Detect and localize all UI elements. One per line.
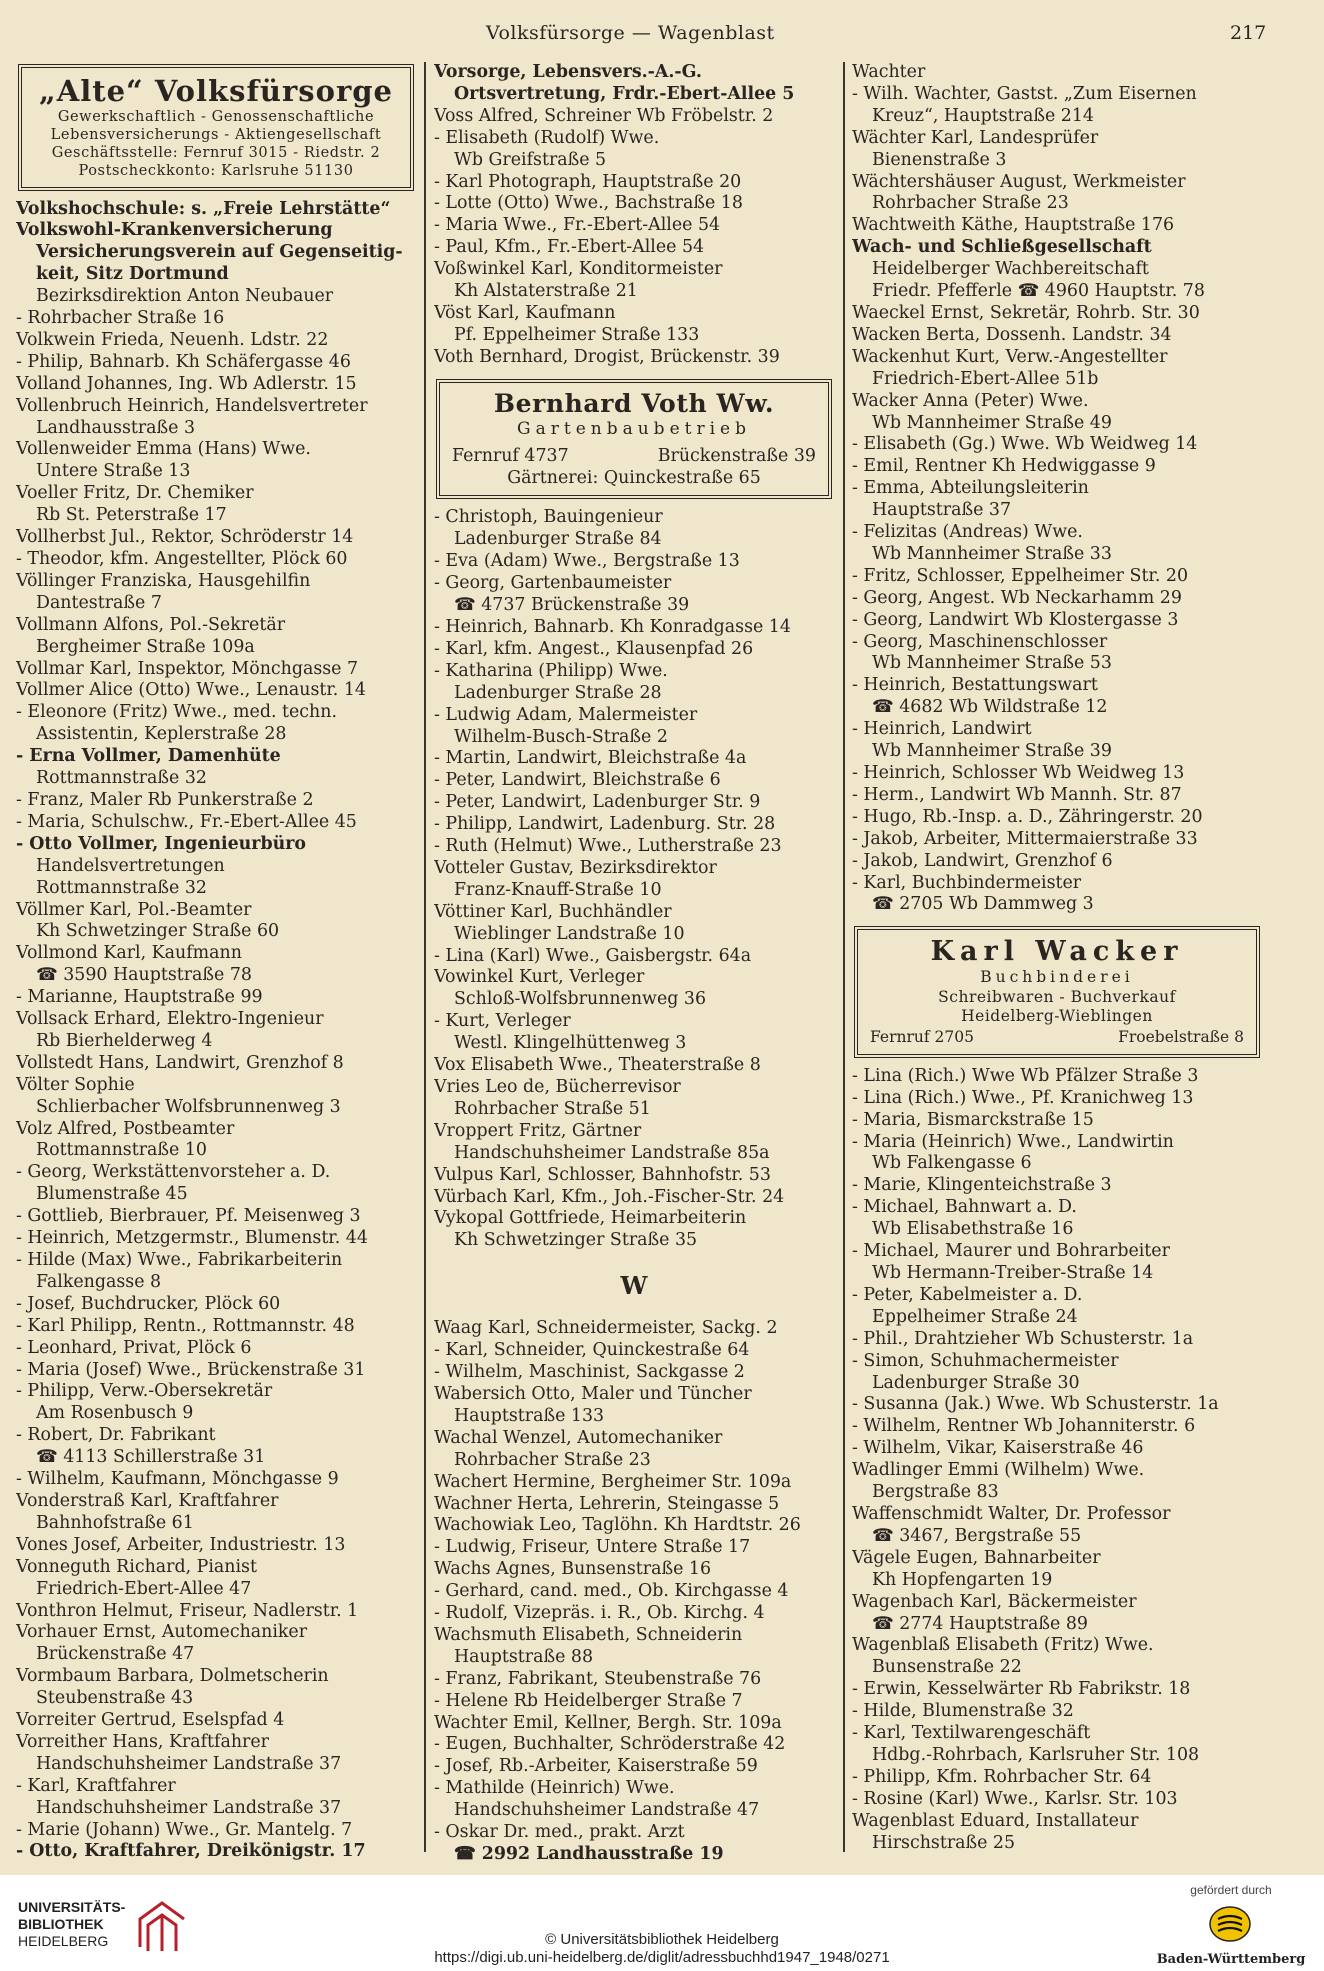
directory-entry: - Felizitas (Andreas) Wwe. <box>852 522 1083 543</box>
directory-entry: - Josef, Buchdrucker, Plöck 60 <box>16 1293 281 1314</box>
directory-entry: - Georg, Angest. Wb Neckarhamm 29 <box>852 587 1182 608</box>
directory-entry: - Rosine (Karl) Wwe., Karlsr. Str. 103 <box>852 1788 1178 1809</box>
directory-entry: Vorhauer Ernst, Automechaniker <box>16 1622 308 1643</box>
directory-entry: Voeller Fritz, Dr. Chemiker <box>16 483 254 504</box>
directory-entry: Ortsvertretung, Frdr.-Ebert-Allee 5 <box>454 83 795 104</box>
directory-entry: - Maria (Heinrich) Wwe., Landwirtin <box>852 1131 1174 1152</box>
directory-entry: Wilhelm-Busch-Straße 2 <box>454 726 668 747</box>
directory-entry: Untere Straße 13 <box>36 461 191 482</box>
directory-entry: - Paul, Kfm., Fr.-Ebert-Allee 54 <box>434 237 705 258</box>
directory-entry: Voßwinkel Karl, Konditormeister <box>434 259 723 280</box>
advert-line: Geschäftsstelle: Fernruf 3015 - Riedstr. 2 <box>51 145 381 162</box>
directory-entry: Waffenschmidt Walter, Dr. Professor <box>852 1503 1171 1524</box>
directory-entry: - Elisabeth (Gg.) Wwe. Wb Weidweg 14 <box>852 434 1198 455</box>
directory-entry: Bunsenstraße 22 <box>872 1657 1022 1678</box>
directory-entry: Rohrbacher Straße 23 <box>454 1449 651 1470</box>
directory-entry: - Hilde, Blumenstraße 32 <box>852 1701 1074 1722</box>
directory-entry: - Wilh. Wachter, Gastst. „Zum Eisernen <box>852 83 1197 104</box>
directory-entry: Ladenburger Straße 30 <box>872 1372 1080 1393</box>
directory-entry: Wach- und Schließgesellschaft <box>852 237 1152 258</box>
directory-entry: Schlierbacher Wolfsbrunnenweg 3 <box>36 1096 341 1117</box>
directory-entry: - Heinrich, Bahnarb. Kh Konradgasse 14 <box>434 616 791 637</box>
directory-entry: Wb Falkengasse 6 <box>872 1153 1032 1174</box>
directory-entry: Waeckel Ernst, Sekretär, Rohrb. Str. 30 <box>852 302 1200 323</box>
directory-entry: Vollenbruch Heinrich, Handelsvertreter <box>16 395 368 416</box>
directory-entry: Völlinger Franziska, Hausgehilfin <box>16 570 311 591</box>
directory-entry: Wieblinger Landstraße 10 <box>454 923 685 944</box>
directory-entry: Vroppert Fritz, Gärtner <box>434 1120 642 1141</box>
directory-entry: Handelsvertretungen <box>36 855 225 876</box>
directory-entry: - Mathilde (Heinrich) Wwe. <box>434 1778 675 1799</box>
directory-entry: Voss Alfred, Schreiner Wb Fröbelstr. 2 <box>434 105 774 126</box>
directory-entry: - Karl, Kraftfahrer <box>16 1775 176 1796</box>
directory-entry: - Marie (Johann) Wwe., Gr. Mantelg. 7 <box>16 1819 353 1840</box>
directory-entry: - Rohrbacher Straße 16 <box>16 308 225 329</box>
directory-entry: - Maria (Josef) Wwe., Brückenstraße 31 <box>16 1359 366 1380</box>
directory-entry: - Marie, Klingenteichstraße 3 <box>852 1175 1112 1196</box>
directory-entry: Wachner Herta, Lehrerin, Steingasse 5 <box>434 1493 780 1514</box>
directory-entry: - Josef, Rb.-Arbeiter, Kaiserstraße 59 <box>434 1756 758 1777</box>
directory-entry: - Maria, Schulschw., Fr.-Ebert-Allee 45 <box>16 811 357 832</box>
directory-entry: - Peter, Landwirt, Ladenburger Str. 9 <box>434 792 761 813</box>
directory-entry: Hauptstraße 37 <box>872 500 1012 521</box>
directory-entry: - Franz, Fabrikant, Steubenstraße 76 <box>434 1668 762 1689</box>
directory-entry: Voth Bernhard, Drogist, Brückenstr. 39 <box>434 346 780 367</box>
directory-entry: Vones Josef, Arbeiter, Industriestr. 13 <box>16 1534 346 1555</box>
directory-entry: Steubenstraße 43 <box>36 1688 194 1709</box>
directory-entry: Hdbg.-Rohrbach, Karlsruher Str. 108 <box>872 1744 1200 1765</box>
directory-entry: Westl. Klingelhüttenweg 3 <box>454 1033 687 1054</box>
directory-entry: - Heinrich, Landwirt <box>852 719 1032 740</box>
directory-entry: Wagenbach Karl, Bäckermeister <box>852 1591 1137 1612</box>
advert-line: Schreibwaren - Buchverkauf <box>938 987 1176 1006</box>
running-head <box>0 22 1324 50</box>
directory-entry: Wb Mannheimer Straße 39 <box>872 741 1112 762</box>
directory-entry: Blumenstraße 45 <box>36 1184 188 1205</box>
directory-entry: - Maria, Bismarckstraße 15 <box>852 1109 1094 1130</box>
directory-entry: ☎ 3590 Hauptstraße 78 <box>36 965 252 986</box>
directory-entry: - Peter, Landwirt, Bleichstraße 6 <box>434 770 721 791</box>
directory-entry: Volz Alfred, Postbeamter <box>16 1118 235 1139</box>
library-mark-icon <box>132 1897 192 1957</box>
advert-contact-row <box>448 446 820 468</box>
column-3 <box>852 62 1262 1854</box>
directory-entry: - Otto Vollmer, Ingenieurbüro <box>16 833 307 854</box>
advert-title: „Alte“ Volksfürsorge <box>39 74 393 108</box>
directory-entry: Wb Hermann-Treiber-Straße 14 <box>872 1263 1154 1283</box>
directory-entry: - Lina (Rich.) Wwe Wb Pfälzer Straße 3 <box>852 1065 1199 1086</box>
directory-entry: Bienenstraße 3 <box>872 149 1007 170</box>
directory-entry: Brückenstraße 47 <box>36 1644 195 1665</box>
directory-entry: Handschuhsheimer Landstraße 85a <box>454 1142 770 1163</box>
directory-entry: Wagenblast Eduard, Installateur <box>852 1810 1139 1831</box>
directory-entry: Rottmannstraße 32 <box>36 877 207 898</box>
directory-entry: - Hugo, Rb.-Insp. a. D., Zähringerstr. 20 <box>852 806 1203 827</box>
directory-entry: Bergheimer Straße 109a <box>36 636 255 657</box>
directory-entry: Am Rosenbusch 9 <box>36 1403 194 1424</box>
directory-entry: - Ludwig Adam, Malermeister <box>434 704 698 725</box>
directory-entry: Versicherungsverein auf Gegenseitig- <box>36 242 403 263</box>
section-heading: W <box>620 1271 648 1301</box>
directory-entry: Vürbach Karl, Kfm., Joh.-Fischer-Str. 24 <box>434 1186 785 1207</box>
directory-entry: - Franz, Maler Rb Punkerstraße 2 <box>16 789 314 810</box>
directory-entry: Volkshochschule: s. „Freie Lehrstätte“ <box>16 198 391 219</box>
advert-subtitle: Buchbinderei <box>980 968 1134 987</box>
directory-entry: Wächtershäuser August, Werkmeister <box>852 171 1186 192</box>
directory-entry: Wächter Karl, Landesprüfer <box>852 127 1099 148</box>
advert-bernhard-voth <box>436 379 832 500</box>
directory-entry: Franz-Knauff-Straße 10 <box>454 879 662 900</box>
directory-entry: Vägele Eugen, Bahnarbeiter <box>852 1547 1101 1568</box>
copyright-notice: © Universitätsbibliothek Heidelberg <box>545 1931 779 1948</box>
directory-entry: Vorreither Hans, Kraftfahrer <box>16 1731 269 1752</box>
directory-entry: Ladenburger Straße 84 <box>454 529 662 550</box>
directory-entry: - Erwin, Kesselwärter Rb Fabrikstr. 18 <box>852 1679 1191 1700</box>
running-head-title: Volksfürsorge — Wagenblast <box>486 22 775 44</box>
directory-entry: Handschuhsheimer Landstraße 37 <box>36 1753 342 1774</box>
directory-entry: Wb Mannheimer Straße 49 <box>872 412 1112 433</box>
directory-entry: Vollherbst Jul., Rektor, Schröderstr 14 <box>16 527 354 548</box>
directory-entry: Vollmann Alfons, Pol.-Sekretär <box>16 614 286 635</box>
directory-entry: - Theodor, kfm. Angestellter, Plöck 60 <box>16 549 348 569</box>
funded-by-label: gefördert durch <box>1190 1883 1272 1897</box>
directory-entry: Wb Mannheimer Straße 33 <box>872 543 1112 564</box>
column-1 <box>16 62 416 1863</box>
advert-line: Heidelberg-Wieblingen <box>961 1007 1153 1026</box>
directory-entry: ☎ 2705 Wb Dammweg 3 <box>872 894 1094 915</box>
library-name-line: UNIVERSITÄTS- <box>18 1899 126 1915</box>
directory-entry: - Eugen, Buchhalter, Schröderstraße 42 <box>434 1734 786 1755</box>
directory-entry: Vorsorge, Lebensvers.-A.-G. <box>434 62 702 82</box>
directory-entry: Vormbaum Barbara, Dolmetscherin <box>16 1666 329 1687</box>
directory-entry: Eppelheimer Straße 24 <box>872 1306 1078 1327</box>
directory-entry: Vorreiter Gertrud, Eselspfad 4 <box>16 1710 285 1731</box>
directory-entry: - Emil, Rentner Kh Hedwiggasse 9 <box>852 456 1156 477</box>
directory-entry: - Hilde (Max) Wwe., Fabrikarbeiterin <box>16 1250 343 1270</box>
directory-list <box>852 62 1262 916</box>
directory-entry: ☎ 4113 Schillerstraße 31 <box>36 1447 266 1468</box>
directory-list <box>434 1318 834 1866</box>
directory-entry: - Susanna (Jak.) Wwe. Wb Schusterstr. 1a <box>852 1394 1219 1415</box>
directory-entry: - Robert, Dr. Fabrikant <box>16 1425 216 1446</box>
directory-entry: Volkwein Frieda, Neuenh. Ldstr. 22 <box>16 329 329 350</box>
directory-entry: Wb Elisabethstraße 16 <box>872 1219 1074 1240</box>
directory-entry: Wachowiak Leo, Taglöhn. Kh Hardtstr. 26 <box>434 1515 801 1536</box>
directory-entry: Rottmannstraße 32 <box>36 768 207 789</box>
directory-entry: - Christoph, Bauingenieur <box>434 507 663 528</box>
directory-entry: Rottmannstraße 10 <box>36 1140 207 1161</box>
directory-entry: - Wilhelm, Vikar, Kaiserstraße 46 <box>852 1438 1144 1459</box>
directory-entry: - Heinrich, Metzgermstr., Blumenstr. 44 <box>16 1228 368 1249</box>
directory-entry: Rohrbacher Straße 51 <box>454 1098 651 1119</box>
directory-entry: Handschuhsheimer Landstraße 47 <box>454 1800 760 1821</box>
directory-entry: Vulpus Karl, Schlosser, Bahnhofstr. 53 <box>434 1164 771 1185</box>
directory-entry: Pf. Eppelheimer Straße 133 <box>454 324 700 345</box>
directory-entry: Vollmond Karl, Kaufmann <box>16 943 242 964</box>
directory-entry: Vonderstraß Karl, Kraftfahrer <box>16 1490 279 1511</box>
directory-entry: - Philipp, Verw.-Obersekretär <box>16 1381 273 1402</box>
directory-entry: Wachtweith Käthe, Hauptstraße 176 <box>852 215 1175 236</box>
directory-entry: Falkengasse 8 <box>36 1271 162 1292</box>
directory-entry: Heidelberger Wachbereitschaft <box>872 259 1149 280</box>
directory-entry: Wb Mannheimer Straße 53 <box>872 653 1112 674</box>
directory-entry: - Simon, Schuhmachermeister <box>852 1350 1119 1371</box>
advert-phone: Fernruf 4737 <box>452 445 569 466</box>
directory-entry: Völlmer Karl, Pol.-Beamter <box>16 899 252 920</box>
column-rule <box>424 62 426 1852</box>
directory-entry: - Otto, Kraftfahrer, Dreikönigstr. 17 <box>16 1841 366 1862</box>
advert-line: Gewerkschaftlich - Genossenschaftliche <box>57 109 375 125</box>
advert-street: Froebelstraße 8 <box>1118 1028 1244 1047</box>
directory-entry: Kh Alstaterstraße 21 <box>454 281 638 302</box>
advert-phone: Fernruf 2705 <box>870 1028 974 1047</box>
directory-entry: ☎ 2774 Hauptstraße 89 <box>872 1613 1088 1634</box>
directory-entry: ☎ 4682 Wb Wildstraße 12 <box>872 697 1108 718</box>
directory-entry: Votteler Gustav, Bezirksdirektor <box>434 857 717 878</box>
directory-entry: Wacker Anna (Peter) Wwe. <box>852 390 1089 411</box>
directory-entry: Vonneguth Richard, Pianist <box>16 1556 257 1577</box>
directory-entry: - Georg, Werkstättenvorsteher a. D. <box>16 1162 331 1183</box>
directory-entry: Vox Elisabeth Wwe., Theaterstraße 8 <box>434 1055 761 1076</box>
directory-entry: - Elisabeth (Rudolf) Wwe. <box>434 127 660 148</box>
advert-line: Lebensversicherungs - Aktiengesellschaft <box>50 127 382 144</box>
directory-entry: - Helene Rb Heidelberger Straße 7 <box>434 1690 743 1711</box>
directory-entry: Rb St. Peterstraße 17 <box>36 505 227 526</box>
directory-entry: Volkswohl-Krankenversicherung <box>16 220 333 241</box>
directory-entry: - Emma, Abteilungsleiterin <box>852 478 1089 499</box>
directory-entry: ☎ 4737 Brückenstraße 39 <box>454 595 690 616</box>
directory-entry: Wb Greifstraße 5 <box>454 149 607 170</box>
directory-entry: - Herm., Landwirt Wb Mannh. Str. 87 <box>852 784 1182 805</box>
directory-entry: - Gerhard, cand. med., Ob. Kirchgasse 4 <box>434 1581 789 1602</box>
directory-entry: Hauptstraße 88 <box>454 1646 594 1667</box>
directory-entry: - Peter, Kabelmeister a. D. <box>852 1284 1083 1305</box>
directory-entry: Rohrbacher Straße 23 <box>872 193 1069 214</box>
directory-entry: Wachert Hermine, Bergheimer Str. 109a <box>434 1471 792 1492</box>
directory-entry: Kh Hopfengarten 19 <box>872 1569 1053 1590</box>
directory-entry: - Lotte (Otto) Wwe., Bachstraße 18 <box>434 193 743 214</box>
directory-entry: Völter Sophie <box>16 1074 135 1095</box>
directory-entry: - Michael, Maurer und Bohrarbeiter <box>852 1241 1170 1262</box>
directory-entry: Assistentin, Keplerstraße 28 <box>36 724 287 745</box>
directory-entry: ☎ 2992 Landhausstraße 19 <box>454 1844 724 1864</box>
directory-entry: - Karl, Schneider, Quinckestraße 64 <box>434 1340 750 1361</box>
directory-entry: - Karl, Buchbindermeister <box>852 872 1082 893</box>
directory-entry: - Erna Vollmer, Damenhüte <box>16 746 281 767</box>
directory-entry: - Eva (Adam) Wwe., Bergstraße 13 <box>434 551 740 572</box>
directory-entry: - Wilhelm, Maschinist, Sackgasse 2 <box>434 1362 745 1383</box>
funding-notice <box>1156 1883 1306 1967</box>
viewer-footer <box>0 1875 1324 1971</box>
directory-entry: Handschuhsheimer Landstraße 37 <box>36 1797 342 1818</box>
directory-entry: - Michael, Bahnwart a. D. <box>852 1197 1077 1218</box>
directory-entry: Vollenweider Emma (Hans) Wwe. <box>16 439 311 460</box>
directory-entry: Wacken Berta, Dossenh. Landstr. 34 <box>852 324 1172 345</box>
directory-entry: Kh Schwetzinger Straße 60 <box>36 921 280 942</box>
library-name-line: HEIDELBERG <box>18 1933 109 1949</box>
directory-entry: - Karl Photograph, Hauptstraße 20 <box>434 171 742 192</box>
directory-entry: Wachsmuth Elisabeth, Schneiderin <box>434 1624 743 1645</box>
directory-entry: - Philip, Bahnarb. Kh Schäfergasse 46 <box>16 351 351 372</box>
library-logo[interactable] <box>18 1897 188 1957</box>
directory-list <box>434 507 834 1252</box>
directory-entry: - Maria Wwe., Fr.-Ebert-Allee 54 <box>434 215 721 236</box>
column-2 <box>434 62 834 1866</box>
directory-entry: - Georg, Gartenbaumeister <box>434 573 672 594</box>
directory-entry: Wachter <box>852 62 926 82</box>
directory-entry: Hauptstraße 133 <box>454 1405 605 1426</box>
directory-entry: Vowinkel Kurt, Verleger <box>434 967 645 988</box>
directory-entry: - Karl Philipp, Rentn., Rottmannstr. 48 <box>16 1315 355 1336</box>
directory-entry: - Lina (Karl) Wwe., Gaisbergstr. 64a <box>434 945 752 966</box>
directory-entry: - Rudolf, Vizepräs. i. R., Ob. Kirchg. 4 <box>434 1603 765 1624</box>
directory-entry: Vollstedt Hans, Landwirt, Grenzhof 8 <box>16 1052 344 1073</box>
directory-entry: Rb Bierhelderweg 4 <box>36 1030 213 1051</box>
advert-title: Karl Wacker <box>930 936 1184 968</box>
directory-entry: Kh Schwetzinger Straße 35 <box>454 1230 698 1251</box>
directory-entry: - Karl, Textilwarengeschäft <box>852 1723 1091 1744</box>
directory-entry: Bahnhofstraße 61 <box>36 1512 194 1533</box>
directory-entry: - Gottlieb, Bierbrauer, Pf. Meisenweg 3 <box>16 1206 361 1227</box>
directory-entry: Friedrich-Ebert-Allee 47 <box>36 1578 252 1599</box>
advert-street: Brückenstraße 39 <box>657 445 816 466</box>
directory-entry: - Jakob, Landwirt, Grenzhof 6 <box>852 850 1113 871</box>
column-rule <box>843 62 845 1852</box>
directory-entry: - Martin, Landwirt, Bleichstraße 4a <box>434 748 747 769</box>
directory-entry: - Philipp, Kfm. Rohrbacher Str. 64 <box>852 1766 1152 1787</box>
directory-entry: Ladenburger Straße 28 <box>454 682 662 703</box>
directory-entry: - Ludwig, Friseur, Untere Straße 17 <box>434 1537 751 1558</box>
library-name-line: BIBLIOTHEK <box>18 1916 104 1932</box>
advert-title: Bernhard Voth Ww. <box>493 388 775 418</box>
directory-entry: - Jakob, Arbeiter, Mittermaierstraße 33 <box>852 828 1198 849</box>
directory-entry: - Eleonore (Fritz) Wwe., med. techn. <box>16 702 337 723</box>
directory-entry: - Kurt, Verleger <box>434 1011 571 1032</box>
advert-nursery: Gärtnerei: Quinckestraße 65 <box>507 467 761 488</box>
directory-entry: Wackenhut Kurt, Verw.-Angestellter <box>852 346 1168 367</box>
directory-list <box>16 199 416 1864</box>
directory-entry: Friedr. Pfefferle ☎ 4960 Hauptstr. 78 <box>872 281 1205 302</box>
directory-entry: keit, Sitz Dortmund <box>36 264 229 285</box>
directory-entry: Hirschstraße 25 <box>872 1832 1016 1853</box>
advert-subtitle: Gartenbaubetrieb <box>517 418 751 439</box>
directory-entry: - Oskar Dr. med., prakt. Arzt <box>434 1822 685 1843</box>
directory-entry: Vries Leo de, Bücherrevisor <box>434 1077 681 1097</box>
directory-entry: Vöst Karl, Kaufmann <box>434 302 616 323</box>
directory-entry: - Georg, Landwirt Wb Klostergasse 3 <box>852 609 1179 630</box>
directory-entry: Wachter Emil, Kellner, Bergh. Str. 109a <box>434 1712 782 1733</box>
directory-entry: - Marianne, Hauptstraße 99 <box>16 987 263 1008</box>
permalink-url[interactable]: https://digi.ub.uni-heidelberg.de/diglit/adressbuchhd1947_1948/0271 <box>434 1949 890 1966</box>
directory-entry: - Philipp, Landwirt, Ladenburg. Str. 28 <box>434 814 776 835</box>
directory-entry: Waag Karl, Schneidermeister, Sackg. 2 <box>434 1318 778 1339</box>
directory-entry: - Wilhelm, Rentner Wb Johanniterstr. 6 <box>852 1416 1196 1437</box>
directory-entry: - Heinrich, Bestattungswart <box>852 675 1098 696</box>
state-name: Baden-Württemberg <box>1156 1952 1306 1967</box>
directory-entry: - Leonhard, Privat, Plöck 6 <box>16 1337 252 1358</box>
directory-entry: Wagenblaß Elisabeth (Fritz) Wwe. <box>852 1635 1154 1656</box>
directory-entry: - Fritz, Schlosser, Eppelheimer Str. 20 <box>852 565 1189 586</box>
directory-entry: - Wilhelm, Kaufmann, Mönchgasse 9 <box>16 1469 339 1490</box>
directory-entry: ☎ 3467, Bergstraße 55 <box>872 1525 1082 1546</box>
directory-list <box>852 1066 1262 1855</box>
directory-entry: Vollmar Karl, Inspektor, Mönchgasse 7 <box>16 658 359 679</box>
directory-entry: - Heinrich, Schlosser Wb Weidweg 13 <box>852 763 1185 783</box>
directory-entry: Wadlinger Emmi (Wilhelm) Wwe. <box>852 1460 1145 1481</box>
directory-entry: - Georg, Maschinenschlosser <box>852 631 1108 652</box>
directory-entry: Kreuz“, Hauptstraße 214 <box>872 105 1094 126</box>
directory-entry: - Lina (Rich.) Wwe., Pf. Kranichweg 13 <box>852 1087 1194 1108</box>
directory-entry: Wabersich Otto, Maler und Tüncher <box>434 1383 752 1404</box>
directory-entry: Vöttiner Karl, Buchhändler <box>434 901 672 922</box>
directory-list <box>434 62 834 369</box>
directory-entry: Dantestraße 7 <box>36 592 162 613</box>
directory-entry: Vollmer Alice (Otto) Wwe., Lenaustr. 14 <box>16 680 366 701</box>
advert-alte-volksfuersorge <box>18 64 414 191</box>
page-number: 217 <box>1230 22 1267 44</box>
state-crest-icon <box>1208 1905 1252 1943</box>
directory-entry: Wachal Wenzel, Automechaniker <box>434 1427 723 1448</box>
directory-entry: - Phil., Drahtzieher Wb Schusterstr. 1a <box>852 1328 1194 1349</box>
directory-entry: Bezirksdirektion Anton Neubauer <box>36 286 334 307</box>
directory-entry: - Katharina (Philipp) Wwe. <box>434 660 668 681</box>
directory-entry: Wachs Agnes, Bunsenstraße 16 <box>434 1559 712 1580</box>
directory-entry: Vykopal Gottfriede, Heimarbeiterin <box>434 1208 747 1229</box>
directory-entry: - Karl, kfm. Angest., Klausenpfad 26 <box>434 638 754 659</box>
directory-entry: - Ruth (Helmut) Wwe., Lutherstraße 23 <box>434 836 782 857</box>
advert-line: Postscheckkonto: Karlsruhe 51130 <box>78 163 354 180</box>
directory-entry: Friedrich-Ebert-Allee 51b <box>872 368 1099 389</box>
directory-entry: Vollsack Erhard, Elektro-Ingenieur <box>16 1009 324 1030</box>
directory-entry: Landhausstraße 3 <box>36 417 196 438</box>
directory-entry: Schloß-Wolfsbrunnenweg 36 <box>454 989 707 1010</box>
directory-entry: Bergstraße 83 <box>872 1482 999 1503</box>
directory-entry: Vonthron Helmut, Friseur, Nadlerstr. 1 <box>16 1600 359 1621</box>
advert-contact-row <box>866 1026 1248 1047</box>
advert-karl-wacker <box>854 926 1260 1058</box>
directory-entry: Volland Johannes, Ing. Wb Adlerstr. 15 <box>16 373 357 394</box>
